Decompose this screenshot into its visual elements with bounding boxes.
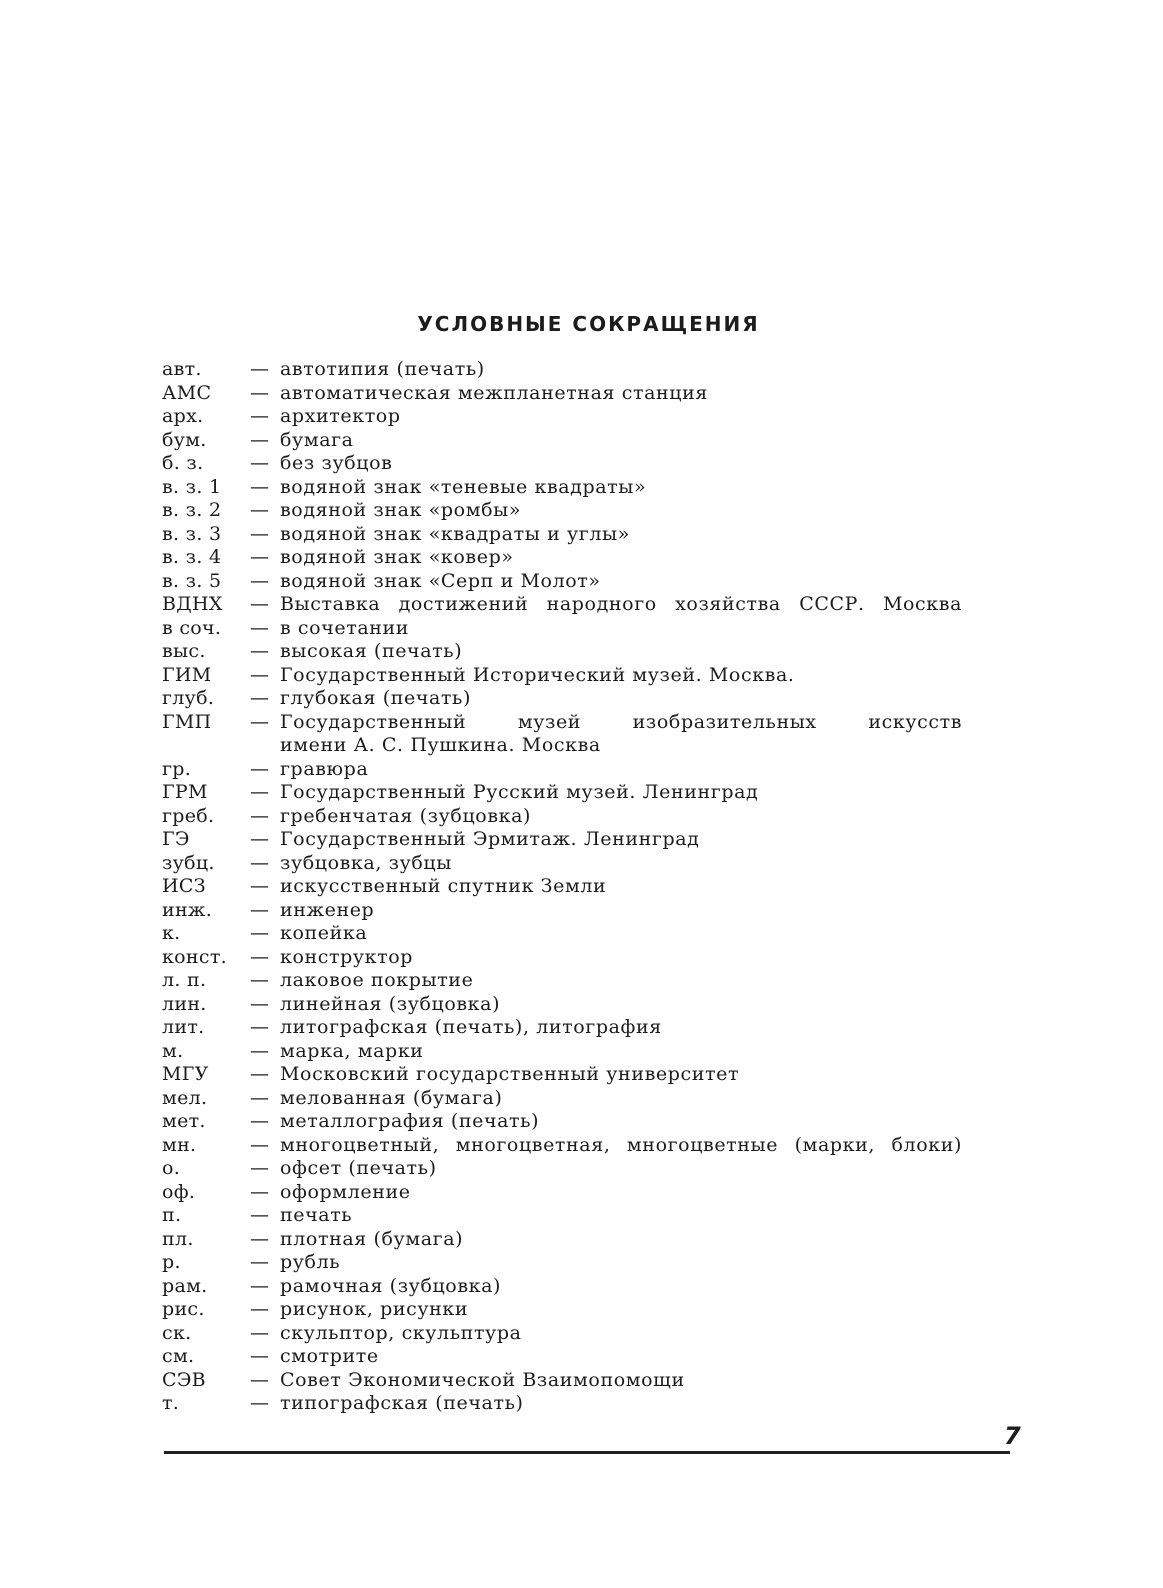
- abbreviation-definition: [280, 1322, 962, 1346]
- abbreviation-term: л. п.: [162, 969, 207, 991]
- abbreviation-term: в. з. 3: [162, 522, 222, 545]
- abbreviation-definition: [280, 617, 962, 641]
- abbreviation-entry: [162, 852, 962, 876]
- abbreviation-term: гр.: [162, 757, 192, 780]
- em-dash-separator: —: [250, 1180, 269, 1203]
- definition-text: рисунок, рисунки: [280, 1298, 469, 1320]
- definition-text: копейка: [280, 922, 368, 944]
- definition-text: автоматическая межпланетная станция: [280, 381, 708, 404]
- definition-text: водяной знак «ромбы»: [280, 499, 522, 521]
- abbreviation-term: ГЭ: [162, 828, 190, 850]
- abbreviation-entry: [162, 382, 962, 406]
- abbreviation-term: в. з. 2: [162, 499, 222, 521]
- abbreviation-term: выс.: [162, 640, 206, 662]
- definition-text: плотная (бумага): [280, 1227, 464, 1250]
- abbreviation-entry: [162, 758, 962, 782]
- abbreviation-entry: [162, 1157, 962, 1181]
- abbreviation-definition: [280, 828, 962, 852]
- abbreviation-term: арх.: [162, 405, 204, 427]
- em-dash-separator: —: [250, 522, 269, 545]
- definition-text: водяной знак «теневые квадраты»: [280, 475, 647, 498]
- abbreviation-term: глуб.: [162, 687, 215, 709]
- abbreviation-entry: [162, 1181, 962, 1205]
- abbreviation-term: в. з. 5: [162, 569, 222, 592]
- abbreviation-definition: [280, 593, 962, 617]
- definition-text: Московский государственный университет: [280, 1063, 740, 1085]
- definition-text: Государственный музей изобразительных искусств: [280, 710, 962, 733]
- definition-text: водяной знак «Серп и Молот»: [280, 569, 601, 592]
- em-dash-separator: —: [250, 593, 269, 615]
- abbreviation-definition: [280, 1181, 962, 1205]
- abbreviation-entry: [162, 899, 962, 923]
- abbreviation-entry: [162, 1298, 962, 1322]
- em-dash-separator: —: [250, 898, 269, 921]
- abbreviation-entry: [162, 1016, 962, 1040]
- em-dash-separator: —: [250, 569, 269, 592]
- abbreviation-definition: [280, 946, 962, 970]
- abbreviation-term: АМС: [162, 381, 212, 404]
- em-dash-separator: —: [250, 1321, 269, 1344]
- em-dash-separator: —: [250, 1086, 269, 1109]
- abbreviation-definition: [280, 1392, 962, 1416]
- abbreviation-definition: [280, 687, 962, 711]
- abbreviation-term: б. з.: [162, 452, 204, 474]
- em-dash-separator: —: [250, 1110, 269, 1132]
- definition-text: конструктор: [280, 945, 414, 968]
- abbreviation-term: в. з. 1: [162, 475, 222, 498]
- abbreviation-entry: [162, 1110, 962, 1134]
- abbreviation-term: бум.: [162, 428, 207, 451]
- abbreviation-entry: [162, 1228, 962, 1252]
- definition-text: Совет Экономической Взаимопомощи: [280, 1368, 685, 1391]
- abbreviation-definition: [280, 875, 962, 899]
- abbreviation-term: СЭВ: [162, 1368, 206, 1391]
- em-dash-separator: —: [250, 1039, 269, 1062]
- abbreviation-term: конст.: [162, 945, 227, 968]
- definition-text: Государственный Русский музей. Ленинград: [280, 781, 759, 803]
- definition-text: линейная (зубцовка): [280, 992, 501, 1015]
- abbreviation-term: ГРМ: [162, 781, 208, 803]
- abbreviation-definition: [280, 429, 962, 453]
- abbreviation-term: ск.: [162, 1321, 192, 1344]
- abbreviation-definition: [280, 1040, 962, 1064]
- abbreviation-term: ИСЗ: [162, 875, 206, 897]
- abbreviation-definition: [280, 1369, 962, 1393]
- definition-text: скульптор, скульптура: [280, 1321, 522, 1344]
- em-dash-separator: —: [250, 1204, 269, 1226]
- definition-text: гравюра: [280, 757, 369, 780]
- abbreviation-entry: [162, 640, 962, 664]
- abbreviation-entry: [162, 570, 962, 594]
- em-dash-separator: —: [250, 640, 269, 662]
- em-dash-separator: —: [250, 499, 269, 521]
- abbreviation-term: лит.: [162, 1016, 205, 1038]
- abbreviation-term: мн.: [162, 1133, 197, 1156]
- abbreviation-entry: [162, 946, 962, 970]
- abbreviation-entry: [162, 711, 962, 758]
- definition-text: литографская (печать), литография: [280, 1016, 662, 1038]
- em-dash-separator: —: [250, 1368, 269, 1391]
- abbreviation-term: в соч.: [162, 616, 222, 639]
- abbreviation-definition: [280, 1275, 962, 1299]
- definition-text: офсет (печать): [280, 1157, 437, 1179]
- page-number: 7: [1004, 1422, 1021, 1450]
- em-dash-separator: —: [250, 1345, 269, 1367]
- abbreviation-definition: [280, 1016, 962, 1040]
- em-dash-separator: —: [250, 804, 269, 827]
- abbreviation-definition: [280, 499, 962, 523]
- abbreviation-term: мет.: [162, 1110, 206, 1132]
- definition-text: высокая (печать): [280, 640, 463, 662]
- em-dash-separator: —: [250, 1392, 269, 1414]
- abbreviation-entry: [162, 687, 962, 711]
- em-dash-separator: —: [250, 405, 269, 427]
- abbreviation-definition: [280, 1228, 962, 1252]
- definition-text: Выставка достижений народного хозяйства СССР. Москва: [280, 593, 962, 615]
- abbreviation-entry: [162, 1204, 962, 1228]
- abbreviation-entry: [162, 617, 962, 641]
- abbreviation-definition: [280, 922, 962, 946]
- definition-text: зубцовка, зубцы: [280, 851, 452, 874]
- em-dash-separator: —: [250, 875, 269, 897]
- em-dash-separator: —: [250, 1133, 269, 1156]
- abbreviation-definition: [280, 852, 962, 876]
- definition-text: в сочетании: [280, 616, 410, 639]
- footer-rule: [164, 1451, 1010, 1454]
- definition-text: инженер: [280, 898, 375, 921]
- abbreviation-term: авт.: [162, 358, 202, 380]
- abbreviation-entry: [162, 546, 962, 570]
- abbreviation-definition: [280, 664, 962, 688]
- abbreviation-term: ГМП: [162, 710, 212, 733]
- abbreviation-entry: [162, 969, 962, 993]
- abbreviation-definition: [280, 758, 962, 782]
- abbreviation-entry: [162, 828, 962, 852]
- definition-text: глубокая (печать): [280, 687, 471, 709]
- abbreviation-definition: [280, 1345, 962, 1369]
- abbreviation-definition: [280, 1298, 962, 1322]
- abbreviation-definition: [280, 1204, 962, 1228]
- em-dash-separator: —: [250, 475, 269, 498]
- definition-text: водяной знак «квадраты и углы»: [280, 522, 630, 545]
- abbreviation-term: ГИМ: [162, 663, 212, 686]
- abbreviation-entry: [162, 922, 962, 946]
- abbreviation-term: ВДНХ: [162, 593, 223, 615]
- em-dash-separator: —: [250, 428, 269, 451]
- em-dash-separator: —: [250, 1016, 269, 1038]
- abbreviation-term: лин.: [162, 992, 207, 1015]
- abbreviation-entry: [162, 499, 962, 523]
- abbreviation-definition: [280, 640, 962, 664]
- definition-text: Государственный Эрмитаж. Ленинград: [280, 828, 700, 850]
- abbreviation-definition: [280, 382, 962, 406]
- abbreviation-definition: [280, 1134, 962, 1158]
- em-dash-separator: —: [250, 757, 269, 780]
- em-dash-separator: —: [250, 358, 269, 380]
- abbreviation-definition: [280, 570, 962, 594]
- em-dash-separator: —: [250, 710, 269, 733]
- abbreviation-entry: [162, 476, 962, 500]
- abbreviation-definition: [280, 1063, 962, 1087]
- abbreviation-definition: [280, 899, 962, 923]
- abbreviation-definition: [280, 993, 962, 1017]
- definition-text: рубль: [280, 1251, 341, 1273]
- abbreviation-entry: [162, 781, 962, 805]
- definition-text: оформление: [280, 1180, 411, 1203]
- abbreviation-definition: [280, 1157, 962, 1181]
- abbreviation-definition: [280, 405, 962, 429]
- abbreviation-term: греб.: [162, 804, 215, 827]
- abbreviation-entry: [162, 1369, 962, 1393]
- abbreviation-entry: [162, 1345, 962, 1369]
- em-dash-separator: —: [250, 687, 269, 709]
- abbreviation-definition: [280, 805, 962, 829]
- abbreviation-definition: [280, 711, 962, 758]
- abbreviation-definition: [280, 1110, 962, 1134]
- em-dash-separator: —: [250, 1157, 269, 1179]
- em-dash-separator: —: [250, 452, 269, 474]
- definition-text: металлография (печать): [280, 1110, 540, 1132]
- abbreviation-entry: [162, 993, 962, 1017]
- abbreviation-term: инж.: [162, 898, 213, 921]
- definition-text: бумага: [280, 428, 354, 451]
- abbreviation-entry: [162, 1063, 962, 1087]
- abbreviation-list: [162, 358, 962, 1416]
- em-dash-separator: —: [250, 546, 269, 568]
- definition-text: гребенчатая (зубцовка): [280, 804, 532, 827]
- abbreviation-definition: [280, 452, 962, 476]
- em-dash-separator: —: [250, 1063, 269, 1085]
- em-dash-separator: —: [250, 1298, 269, 1320]
- abbreviation-entry: [162, 875, 962, 899]
- abbreviation-definition: [280, 781, 962, 805]
- abbreviation-term: зубц.: [162, 851, 215, 874]
- definition-text: без зубцов: [280, 452, 393, 474]
- abbreviation-entry: [162, 405, 962, 429]
- abbreviation-entry: [162, 1040, 962, 1064]
- abbreviation-term: рис.: [162, 1298, 205, 1320]
- page-title: УСЛОВНЫЕ СОКРАЩЕНИЯ: [417, 312, 760, 336]
- abbreviation-entry: [162, 1251, 962, 1275]
- abbreviation-term: о.: [162, 1157, 181, 1179]
- abbreviation-definition: [280, 546, 962, 570]
- abbreviation-term: т.: [162, 1392, 180, 1414]
- em-dash-separator: —: [250, 616, 269, 639]
- abbreviation-term: к.: [162, 922, 181, 944]
- abbreviation-entry: [162, 664, 962, 688]
- abbreviation-term: МГУ: [162, 1063, 209, 1085]
- abbreviation-definition: [280, 1087, 962, 1111]
- em-dash-separator: —: [250, 381, 269, 404]
- abbreviation-entry: [162, 358, 962, 382]
- definition-text: Государственный Исторический музей. Москва.: [280, 663, 795, 686]
- definition-text: типографская (печать): [280, 1392, 524, 1414]
- em-dash-separator: —: [250, 1227, 269, 1250]
- em-dash-separator: —: [250, 851, 269, 874]
- abbreviation-entry: [162, 452, 962, 476]
- abbreviation-entry: [162, 523, 962, 547]
- definition-text: марка, марки: [280, 1039, 424, 1062]
- definition-text: лаковое покрытие: [280, 969, 474, 991]
- abbreviation-term: в. з. 4: [162, 546, 222, 568]
- em-dash-separator: —: [250, 781, 269, 803]
- abbreviation-definition: [280, 476, 962, 500]
- abbreviation-term: рам.: [162, 1274, 208, 1297]
- abbreviation-term: оф.: [162, 1180, 196, 1203]
- definition-text: искусственный спутник Земли: [280, 875, 607, 897]
- em-dash-separator: —: [250, 828, 269, 850]
- abbreviation-entry: [162, 1322, 962, 1346]
- definition-text: архитектор: [280, 405, 401, 427]
- em-dash-separator: —: [250, 992, 269, 1015]
- definition-text: печать: [280, 1204, 353, 1226]
- abbreviation-entry: [162, 429, 962, 453]
- definition-text: автотипия (печать): [280, 358, 485, 380]
- definition-text: рамочная (зубцовка): [280, 1274, 502, 1297]
- abbreviation-term: мел.: [162, 1086, 208, 1109]
- em-dash-separator: —: [250, 969, 269, 991]
- abbreviation-term: пл.: [162, 1227, 194, 1250]
- abbreviation-entry: [162, 1275, 962, 1299]
- abbreviation-entry: [162, 805, 962, 829]
- abbreviation-term: см.: [162, 1345, 195, 1367]
- abbreviation-definition: [280, 969, 962, 993]
- abbreviation-term: м.: [162, 1039, 184, 1062]
- definition-text: многоцветный, многоцветная, многоцветные (марки, блоки): [280, 1133, 962, 1156]
- definition-text: мелованная (бумага): [280, 1086, 503, 1109]
- abbreviation-entry: [162, 1134, 962, 1158]
- em-dash-separator: —: [250, 1251, 269, 1273]
- abbreviation-term: р.: [162, 1251, 181, 1273]
- abbreviation-definition: [280, 358, 962, 382]
- abbreviation-definition: [280, 523, 962, 547]
- abbreviation-entry: [162, 1087, 962, 1111]
- em-dash-separator: —: [250, 663, 269, 686]
- abbreviation-term: п.: [162, 1204, 182, 1226]
- abbreviation-entry: [162, 1392, 962, 1416]
- definition-text: водяной знак «ковер»: [280, 546, 514, 568]
- abbreviation-definition: [280, 1251, 962, 1275]
- definition-text: смотрите: [280, 1345, 379, 1367]
- abbreviation-entry: [162, 593, 962, 617]
- em-dash-separator: —: [250, 1274, 269, 1297]
- em-dash-separator: —: [250, 945, 269, 968]
- definition-continuation: имени А. С. Пушкина. Москва: [280, 734, 601, 756]
- em-dash-separator: —: [250, 922, 269, 944]
